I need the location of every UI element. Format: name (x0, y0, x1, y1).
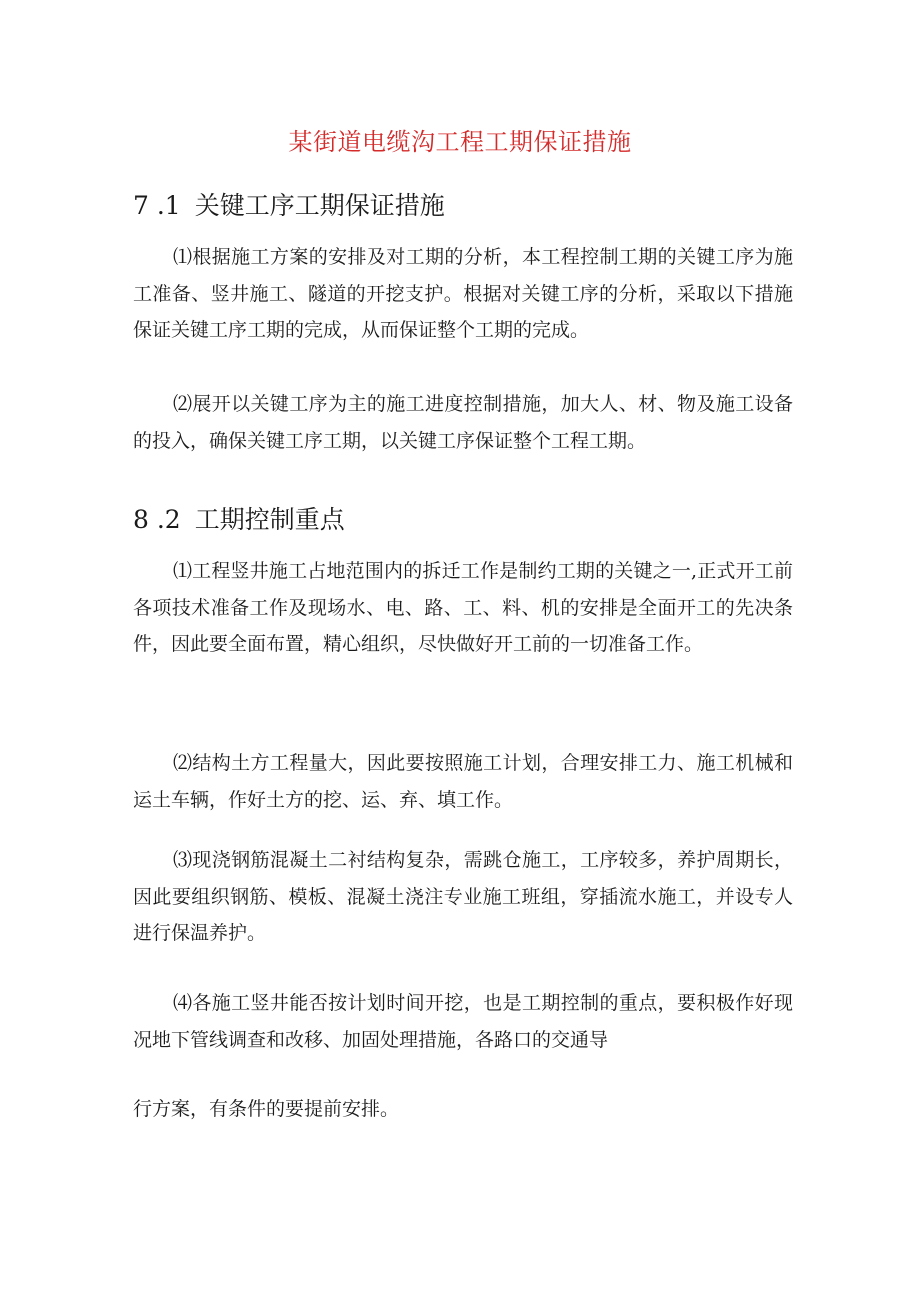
paragraph-2-1: ⑴工程竖井施工占地范围内的拆迁工作是制约工期的关键之一,正式开工前各项技术准备工作及现场水、电、路、工、料、机的安排是全面开工的先决条件，因此要全面布置，精心组织，尽快做好开工前的一切准备工作。 (133, 560, 793, 655)
section-number: 8 .2 (133, 505, 181, 534)
paragraph-1-2: ⑵展开以关键工序为主的施工进度控制措施，加大人、材、物及施工设备的投入，确保关键工序工期，以关键工序保证整个工程工期。 (133, 393, 793, 452)
paragraph-1-1: ⑴根据施工方案的安排及对工期的分析，本工程控制工期的关键工序为施工准备、竖井施工、隧道的开挖支护。根据对关键工序的分析，采取以下措施保证关键工序工期的完成，从而保证整个工期的完成。 (133, 246, 793, 341)
section-number: 7 .1 (133, 191, 181, 220)
paragraph-2-4: ⑷各施工竖井能否按计划时间开挖，也是工期控制的重点，要积极作好现况地下管线调查和改移、加固处理措施，各路口的交通导 (133, 992, 793, 1051)
section-heading-8-2 (133, 500, 345, 536)
section-title: 关键工序工期保证措施 (194, 191, 445, 220)
section-title: 工期控制重点 (194, 505, 345, 534)
paragraph-2-2: ⑵结构土方工程量大，因此要按照施工计划，合理安排工力、施工机械和运土车辆，作好土方的挖、运、弃、填工作。 (133, 752, 793, 811)
section-heading-7-1 (133, 186, 445, 222)
paragraph-2-4-continuation: 行方案，有条件的要提前安排。 (133, 1098, 400, 1120)
paragraph-2-3: ⑶现浇钢筋混凝土二衬结构复杂，需跳仓施工，工序较多，养护周期长，因此要组织钢筋、模板、混凝土浇注专业施工班组，穿插流水施工，并设专人进行保温养护。 (133, 849, 793, 944)
document-title: 某街道电缆沟工程工期保证措施 (288, 128, 632, 156)
